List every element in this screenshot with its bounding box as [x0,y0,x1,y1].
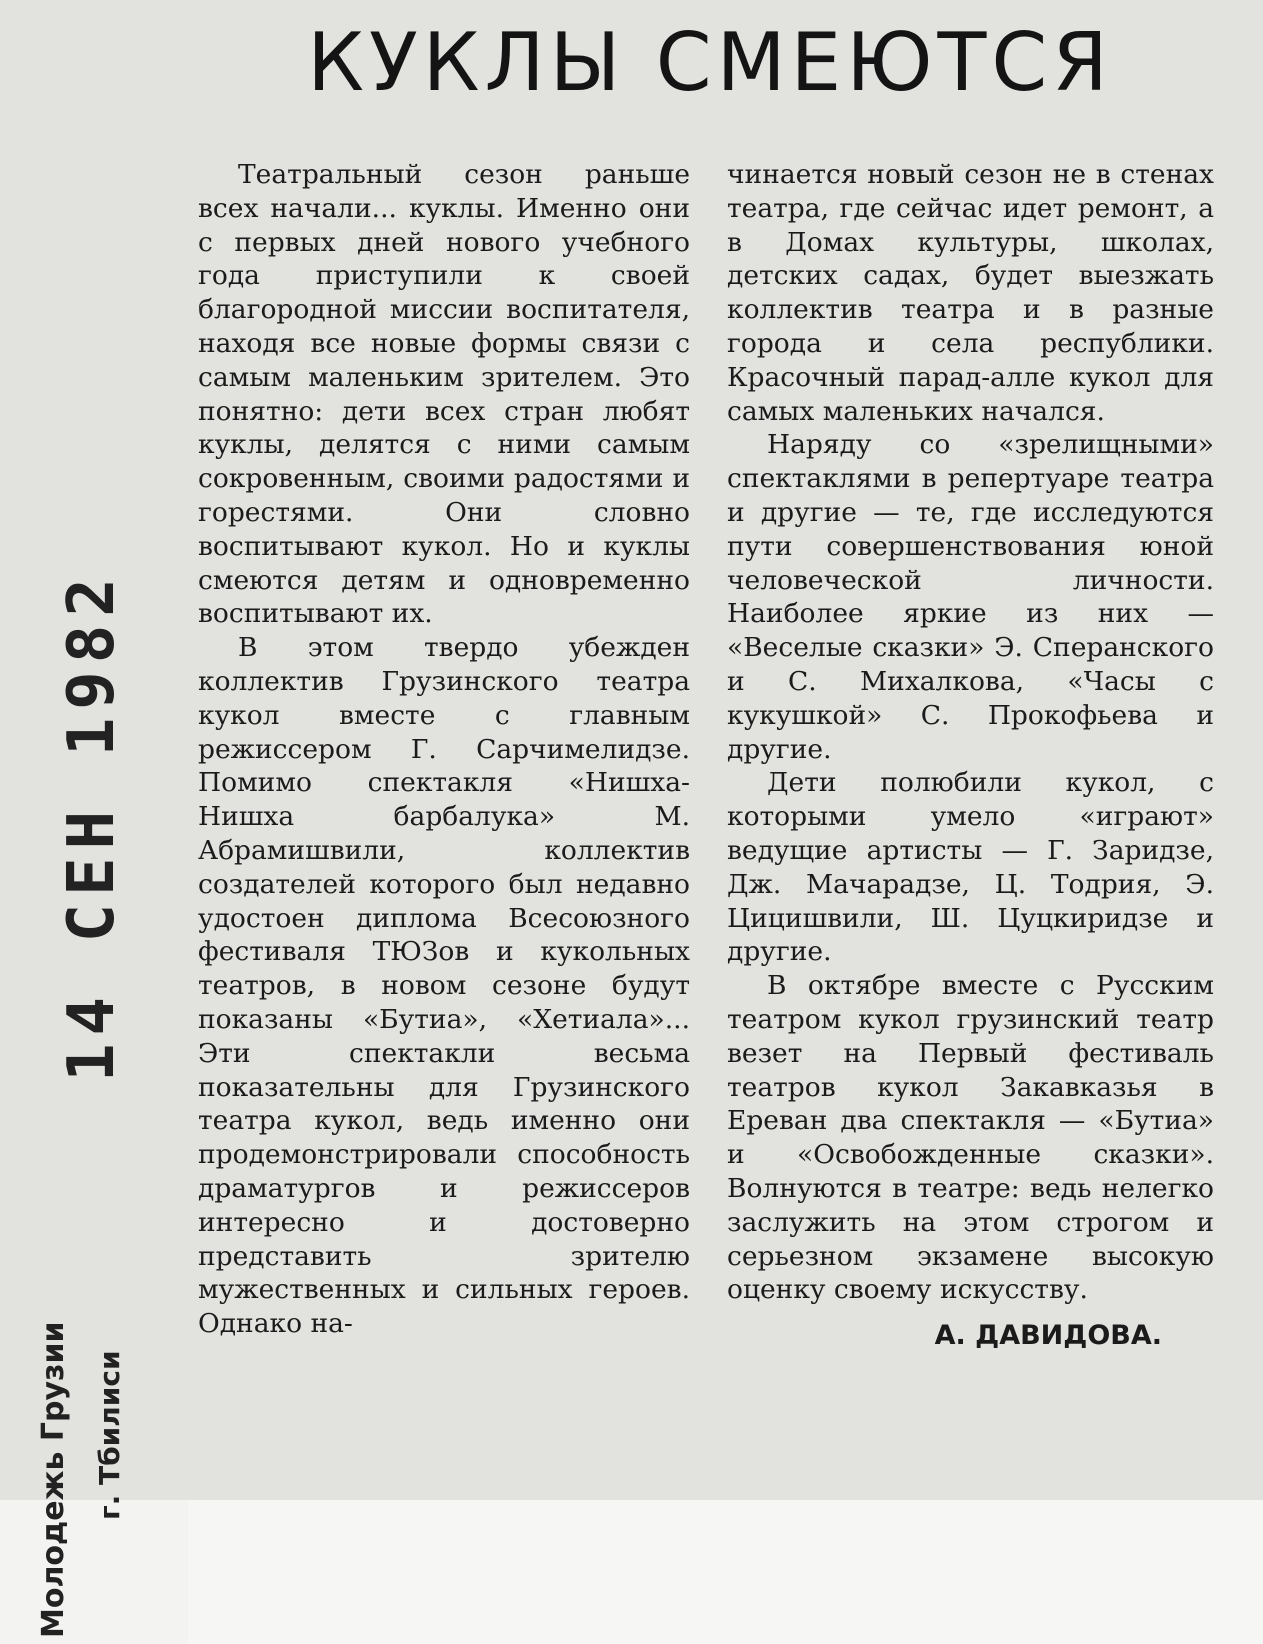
article-paragraph: В этом твердо убежден коллектив Грузинского театра кукол вместе с главным режиссером Г. Сарчимелидзе. Помимо спектакля «Нишха-Нишха барбалука» М. Абрамишвили, коллектив создателей которого был недавно удостоен диплома Всесоюзного фестиваля ТЮЗов и кукольных театров, в новом сезоне будут показаны «Бутиа», «Хетиала»... Эти спектакли весьма показательны для Грузинского театра кукол, ведь именно они продемонстрировали способность драматургов и режиссеров интересно и достоверно представить зрителю мужественных и сильных героев. Однако на- [198,632,690,1340]
article-paragraph: Театральный сезон раньше всех начали... куклы. Именно они с первых дней нового учебного года приступили к своей благородной миссии воспитателя, находя все новые формы связи с самым маленьким зрителем. Это понятно: дети всех стран любят куклы, делятся с ними самым сокровенным, своими радостями и горестями. Они словно воспитывают кукол. Но и куклы смеются детям и одновременно воспитывают их. [198,159,690,630]
date-stamp: 14 СЕН 1982 [55,570,129,1082]
article-paragraph: Дети полюбили кукол, с которыми умело «играют» ведущие артисты — Г. Заридзе, Дж. Мачарадзе, Ц. Тодрия, Э. Цицишвили, Ш. Цуцкиридзе и другие. [727,767,1214,968]
clipping-torn-edge [188,1500,1263,1644]
article-author: А. ДАВИДОВА. [934,1320,1162,1352]
article-left-column [198,158,690,1341]
newspaper-name-stamp: Молодежь Грузии [36,1321,71,1638]
article-right-column [727,158,1214,1353]
city-stamp: г. Тбилиси [93,1350,126,1520]
article-paragraph: чинается новый сезон не в стенах театра, где сейчас идет ремонт, а в Домах культуры, школах, детских садах, будет выезжать коллектив театра и в разные города и села республики. Красочный парад-алле кукол для самых маленьких начался. [727,159,1214,427]
article-paragraph: Наряду со «зрелищными» спектаклями в репертуаре театра и другие — те, где исследуются пути совершенствования юной человеческой личности. Наиболее яркие из них — «Веселые сказки» Э. Сперанского и С. Михалкова, «Часы с кукушкой» С. Прокофьева и другие. [727,429,1214,765]
article-title: КУКЛЫ СМЕЮТСЯ [307,16,1113,109]
article-paragraph: В октябре вместе с Русским театром кукол грузинский театр везет на Первый фестиваль театров кукол Закавказья в Ереван два спектакля — «Бутиа» и «Освобожденные сказки». Волнуются в театре: ведь нелегко заслужить на этом строгом и серьезном экзамене высокую оценку своему искусству. [727,970,1214,1306]
